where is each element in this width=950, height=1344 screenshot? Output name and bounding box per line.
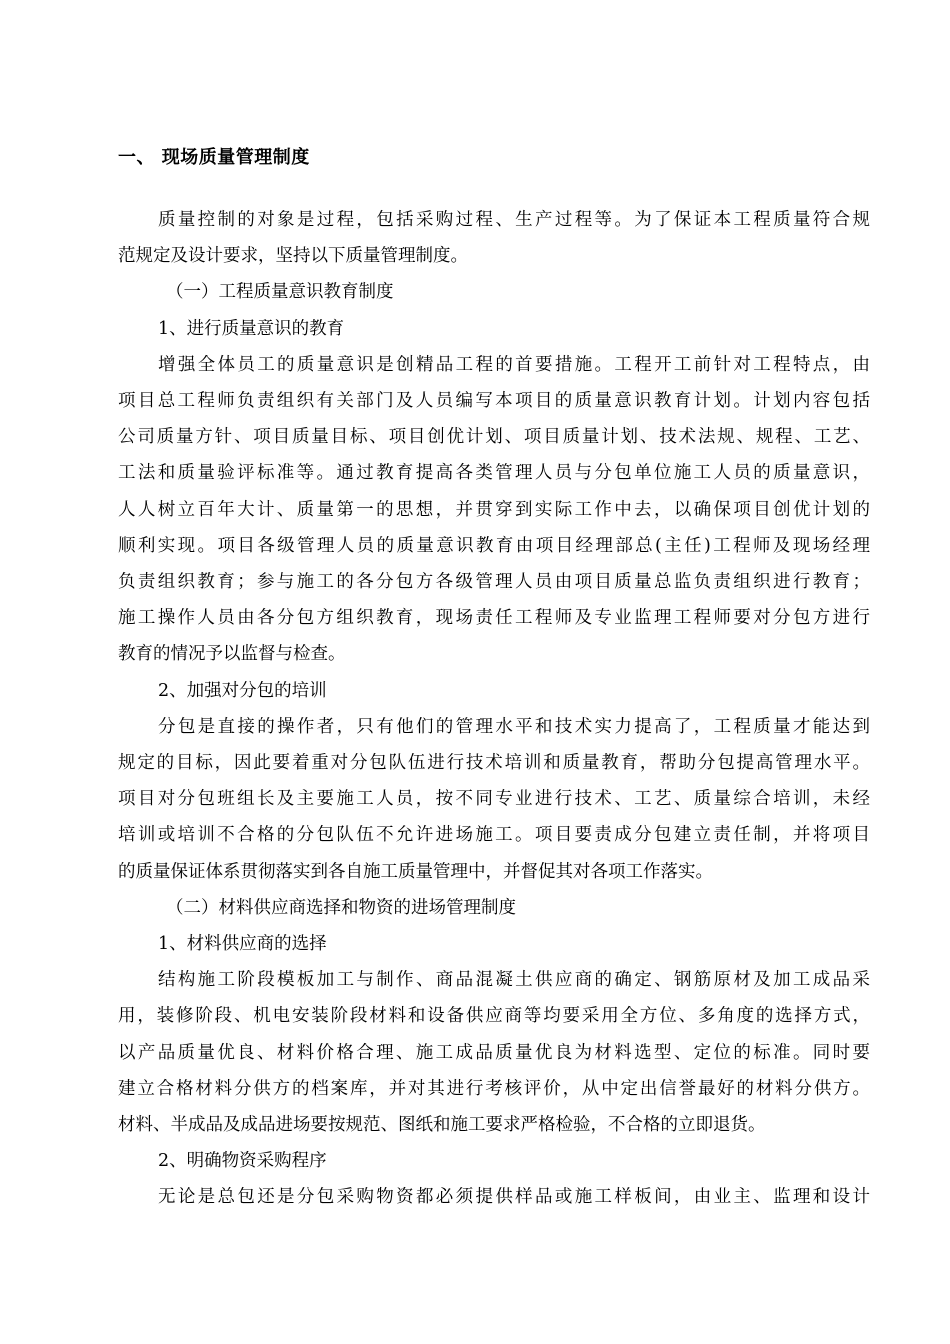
paragraph-line: 范规定及设计要求，坚持以下质量管理制度。 [118,246,468,267]
paragraph-line: 质量控制的对象是过程，包括采购过程、生产过程等。为了保证本工程质量符合规 [158,210,870,230]
paragraph-line: 规定的目标，因此要着重对分包队伍进行技术培训和质量教育，帮助分包提高管理水平。 [118,753,870,774]
document-body [118,202,870,1216]
paragraph-line: 负责组织教育；参与施工的各分包方各级管理人员由项目质量总监负责组织进行教育； [118,572,870,593]
item-heading: 2、加强对分包的培训 [158,680,327,701]
paragraph-line: 教育的情况予以监督与检查。 [118,644,346,665]
paragraph-line: 材料、半成品及成品进场要按规范、图纸和施工要求严格检验，不合格的立即退货。 [118,1115,766,1136]
paragraph-line: 建立合格材料分供方的档案库，并对其进行考核评价，从中定出信誉最好的材料分供方。 [118,1078,870,1099]
paragraph-line: 项目对分包班组长及主要施工人员，按不同专业进行技术、工艺、质量综合培训，未经 [118,789,870,810]
paragraph-line: 项目总工程师负责组织有关部门及人员编写本项目的质量意识教育计划。计划内容包括 [118,391,870,412]
subsection-heading: （二）材料供应商选择和物资的进场管理制度 [166,897,516,918]
item-heading: 1、材料供应商的选择 [158,934,327,955]
paragraph-line: 培训或培训不合格的分包队伍不允许进场施工。项目要责成分包建立责任制，并将项目 [118,825,870,846]
paragraph-line: 施工操作人员由各分包方组织教育，现场责任工程师及专业监理工程师要对分包方进行 [118,608,870,629]
paragraph-line: 的质量保证体系贯彻落实到各自施工质量管理中，并督促其对各项工作落实。 [118,861,713,882]
paragraph-line: 增强全体员工的质量意识是创精品工程的首要措施。工程开工前针对工程特点，由 [158,354,870,375]
paragraph-line: 公司质量方针、项目质量目标、项目创优计划、项目质量计划、技术法规、规程、工艺、 [118,427,870,448]
paragraph-line: 用，装修阶段、机电安装阶段材料和设备供应商等均要采用全方位、多角度的选择方式， [118,1006,870,1027]
subsection-heading: （一）工程质量意识教育制度 [166,282,394,303]
paragraph-line: 分包是直接的操作者，只有他们的管理水平和技术实力提高了，工程质量才能达到 [158,716,870,737]
paragraph-line: 以产品质量优良、材料价格合理、施工成品质量优良为材料选型、定位的标准。同时要 [118,1042,870,1063]
paragraph-line: 无论是总包还是分包采购物资都必须提供样品或施工样板间，由业主、监理和设计 [158,1187,870,1208]
paragraph-line: 结构施工阶段模板加工与制作、商品混凝土供应商的确定、钢筋原材及加工成品采 [158,970,870,991]
section-heading: 一、 现场质量管理制度 [118,147,310,168]
paragraph-line: 人人树立百年大计、质量第一的思想，并贯穿到实际工作中去，以确保项目创优计划的 [118,499,870,520]
item-heading: 2、明确物资采购程序 [158,1151,327,1172]
item-heading: 1、进行质量意识的教育 [158,318,345,339]
paragraph-line: 顺利实现。项目各级管理人员的质量意识教育由项目经理部总(主任)工程师及现场经理 [118,535,870,556]
paragraph-line: 工法和质量验评标准等。通过教育提高各类管理人员与分包单位施工人员的质量意识， [118,463,870,484]
